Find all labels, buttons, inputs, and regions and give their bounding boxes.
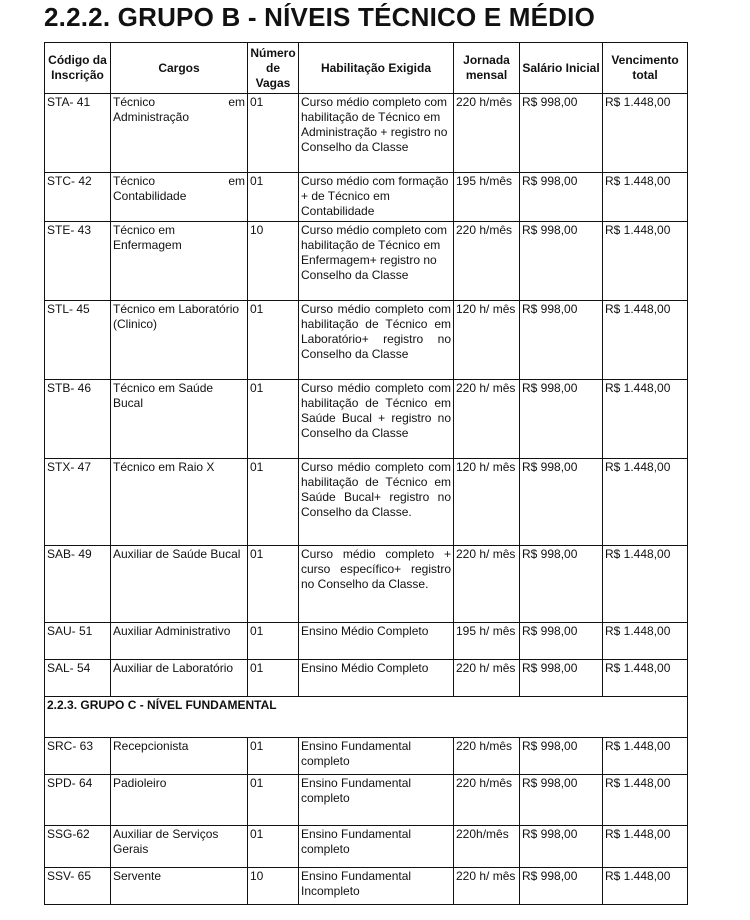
- salario-cell: R$ 998,00: [520, 380, 603, 459]
- jornada-cell: 195 h/mês: [454, 173, 520, 222]
- vagas-cell: 01: [248, 459, 299, 546]
- table-row: [45, 222, 688, 301]
- vagas-cell: 01: [248, 94, 299, 173]
- vencimento-cell: R$ 1.448,00: [603, 623, 688, 660]
- cargo-cell: Auxiliar de Serviços Gerais: [111, 826, 248, 868]
- table-row: [45, 459, 688, 546]
- habilitacao-cell: Ensino Médio Completo: [299, 660, 454, 697]
- habilitacao-cell: Ensino Médio Completo: [299, 623, 454, 660]
- vencimento-cell: R$ 1.448,00: [603, 380, 688, 459]
- cargo-cell: Técnico em Administração: [111, 94, 248, 173]
- codigo-cell: SAB- 49: [45, 546, 111, 623]
- vencimento-cell: R$ 1.448,00: [603, 738, 688, 775]
- cargo-cell: Técnico em Contabilidade: [111, 173, 248, 222]
- vagas-cell: 10: [248, 222, 299, 301]
- vagas-cell: 01: [248, 380, 299, 459]
- vagas-cell: 01: [248, 826, 299, 868]
- habilitacao-cell: Ensino Fundamental completo: [299, 738, 454, 775]
- vencimento-cell: R$ 1.448,00: [603, 826, 688, 868]
- habilitacao-cell: Curso médio completo com habilitação de Técnico em Saúde Bucal + registro no Conselho da Classe: [299, 380, 454, 459]
- habilitacao-cell: Ensino Fundamental Incompleto: [299, 868, 454, 905]
- table-row: [45, 868, 688, 905]
- salario-cell: R$ 998,00: [520, 738, 603, 775]
- salario-cell: R$ 998,00: [520, 623, 603, 660]
- vagas-cell: 01: [248, 623, 299, 660]
- jornada-cell: 220h/mês: [454, 826, 520, 868]
- jornada-cell: 220 h/mês: [454, 738, 520, 775]
- table-row: [45, 301, 688, 380]
- codigo-cell: STX- 47: [45, 459, 111, 546]
- header-numero-vagas: Número de Vagas: [248, 43, 299, 94]
- habilitacao-cell: Curso médio completo com habilitação de Técnico em Enfermagem+ registro no Conselho da Classe: [299, 222, 454, 301]
- salario-cell: R$ 998,00: [520, 775, 603, 826]
- vagas-cell: 01: [248, 546, 299, 623]
- cargo-cell: Auxiliar de Laboratório: [111, 660, 248, 697]
- jornada-cell: 220 h/ mês: [454, 660, 520, 697]
- habilitacao-cell: Curso médio completo com habilitação de Técnico em Administração + registro no Conselho da Classe: [299, 94, 454, 173]
- cargo-cell: Técnico em Laboratório (Clinico): [111, 301, 248, 380]
- codigo-cell: SRC- 63: [45, 738, 111, 775]
- salario-cell: R$ 998,00: [520, 301, 603, 380]
- cargo-cell: Servente: [111, 868, 248, 905]
- header-codigo: Código da Inscrição: [45, 43, 111, 94]
- vencimento-cell: R$ 1.448,00: [603, 94, 688, 173]
- codigo-cell: STA- 41: [45, 94, 111, 173]
- vencimento-cell: R$ 1.448,00: [603, 660, 688, 697]
- codigo-cell: SAL- 54: [45, 660, 111, 697]
- section-title: 2.2.2. GRUPO B - NÍVEIS TÉCNICO E MÉDIO: [44, 2, 596, 32]
- jornada-cell: 220 h/ mês: [454, 868, 520, 905]
- habilitacao-cell: Curso médio com formação + de Técnico em Contabilidade: [299, 173, 454, 222]
- habilitacao-cell: Ensino Fundamental completo: [299, 775, 454, 826]
- jornada-cell: 220 h/mês: [454, 222, 520, 301]
- vagas-cell: 01: [248, 301, 299, 380]
- cargo-cell: Auxiliar de Saúde Bucal: [111, 546, 248, 623]
- habilitacao-cell: Curso médio completo com habilitação de Técnico em Laboratório+ registro no Conselho da Classe: [299, 301, 454, 380]
- header-vencimento: Vencimento total: [603, 43, 688, 94]
- cargo-cell: Padioleiro: [111, 775, 248, 826]
- section-heading: 2.2.3. GRUPO C - NÍVEL FUNDAMENTAL: [45, 697, 688, 738]
- table-row: [45, 660, 688, 697]
- salario-cell: R$ 998,00: [520, 546, 603, 623]
- table-header-row: [45, 43, 688, 94]
- vencimento-cell: R$ 1.448,00: [603, 868, 688, 905]
- habilitacao-cell: Curso médio completo com habilitação de Técnico em Saúde Bucal+ registro no Conselho da Classe.: [299, 459, 454, 546]
- salario-cell: R$ 998,00: [520, 660, 603, 697]
- codigo-cell: SSG-62: [45, 826, 111, 868]
- salario-cell: R$ 998,00: [520, 173, 603, 222]
- table-row: [45, 94, 688, 173]
- cargo-cell: Recepcionista: [111, 738, 248, 775]
- table-row: [45, 546, 688, 623]
- table-row: [45, 826, 688, 868]
- salario-cell: R$ 998,00: [520, 868, 603, 905]
- codigo-cell: SAU- 51: [45, 623, 111, 660]
- header-salario: Salário Inicial: [520, 43, 603, 94]
- table-row: [45, 775, 688, 826]
- table-row: [45, 738, 688, 775]
- header-habilitacao: Habilitação Exigida: [299, 43, 454, 94]
- vencimento-cell: R$ 1.448,00: [603, 222, 688, 301]
- jornada-cell: 220 h/mês: [454, 94, 520, 173]
- jornada-cell: 195 h/ mês: [454, 623, 520, 660]
- jornada-cell: 120 h/ mês: [454, 301, 520, 380]
- salario-cell: R$ 998,00: [520, 222, 603, 301]
- header-jornada: Jornada mensal: [454, 43, 520, 94]
- codigo-cell: STC- 42: [45, 173, 111, 222]
- vagas-cell: 01: [248, 660, 299, 697]
- vencimento-cell: R$ 1.448,00: [603, 459, 688, 546]
- table-row: [45, 623, 688, 660]
- habilitacao-cell: Curso médio completo + curso específico+ registro no Conselho da Classe.: [299, 546, 454, 623]
- salario-cell: R$ 998,00: [520, 826, 603, 868]
- table-row: [45, 173, 688, 222]
- vagas-cell: 01: [248, 775, 299, 826]
- jornada-cell: 220 h/mês: [454, 775, 520, 826]
- vagas-cell: 01: [248, 738, 299, 775]
- table-row: [45, 380, 688, 459]
- codigo-cell: STL- 45: [45, 301, 111, 380]
- vencimento-cell: R$ 1.448,00: [603, 301, 688, 380]
- positions-table: [44, 42, 688, 905]
- salario-cell: R$ 998,00: [520, 459, 603, 546]
- cargo-cell: Auxiliar Administrativo: [111, 623, 248, 660]
- jornada-cell: 220 h/ mês: [454, 380, 520, 459]
- salario-cell: R$ 998,00: [520, 94, 603, 173]
- codigo-cell: SSV- 65: [45, 868, 111, 905]
- cargo-cell: Técnico em Raio X: [111, 459, 248, 546]
- jornada-cell: 120 h/ mês: [454, 459, 520, 546]
- codigo-cell: SPD- 64: [45, 775, 111, 826]
- codigo-cell: STB- 46: [45, 380, 111, 459]
- vagas-cell: 10: [248, 868, 299, 905]
- jornada-cell: 220 h/ mês: [454, 546, 520, 623]
- vencimento-cell: R$ 1.448,00: [603, 173, 688, 222]
- codigo-cell: STE- 43: [45, 222, 111, 301]
- cargo-cell: Técnico em Saúde Bucal: [111, 380, 248, 459]
- cargo-cell: Técnico em Enfermagem: [111, 222, 248, 301]
- vagas-cell: 01: [248, 173, 299, 222]
- habilitacao-cell: Ensino Fundamental completo: [299, 826, 454, 868]
- vencimento-cell: R$ 1.448,00: [603, 775, 688, 826]
- vencimento-cell: R$ 1.448,00: [603, 546, 688, 623]
- header-cargos: Cargos: [111, 43, 248, 94]
- section-row: [45, 697, 688, 738]
